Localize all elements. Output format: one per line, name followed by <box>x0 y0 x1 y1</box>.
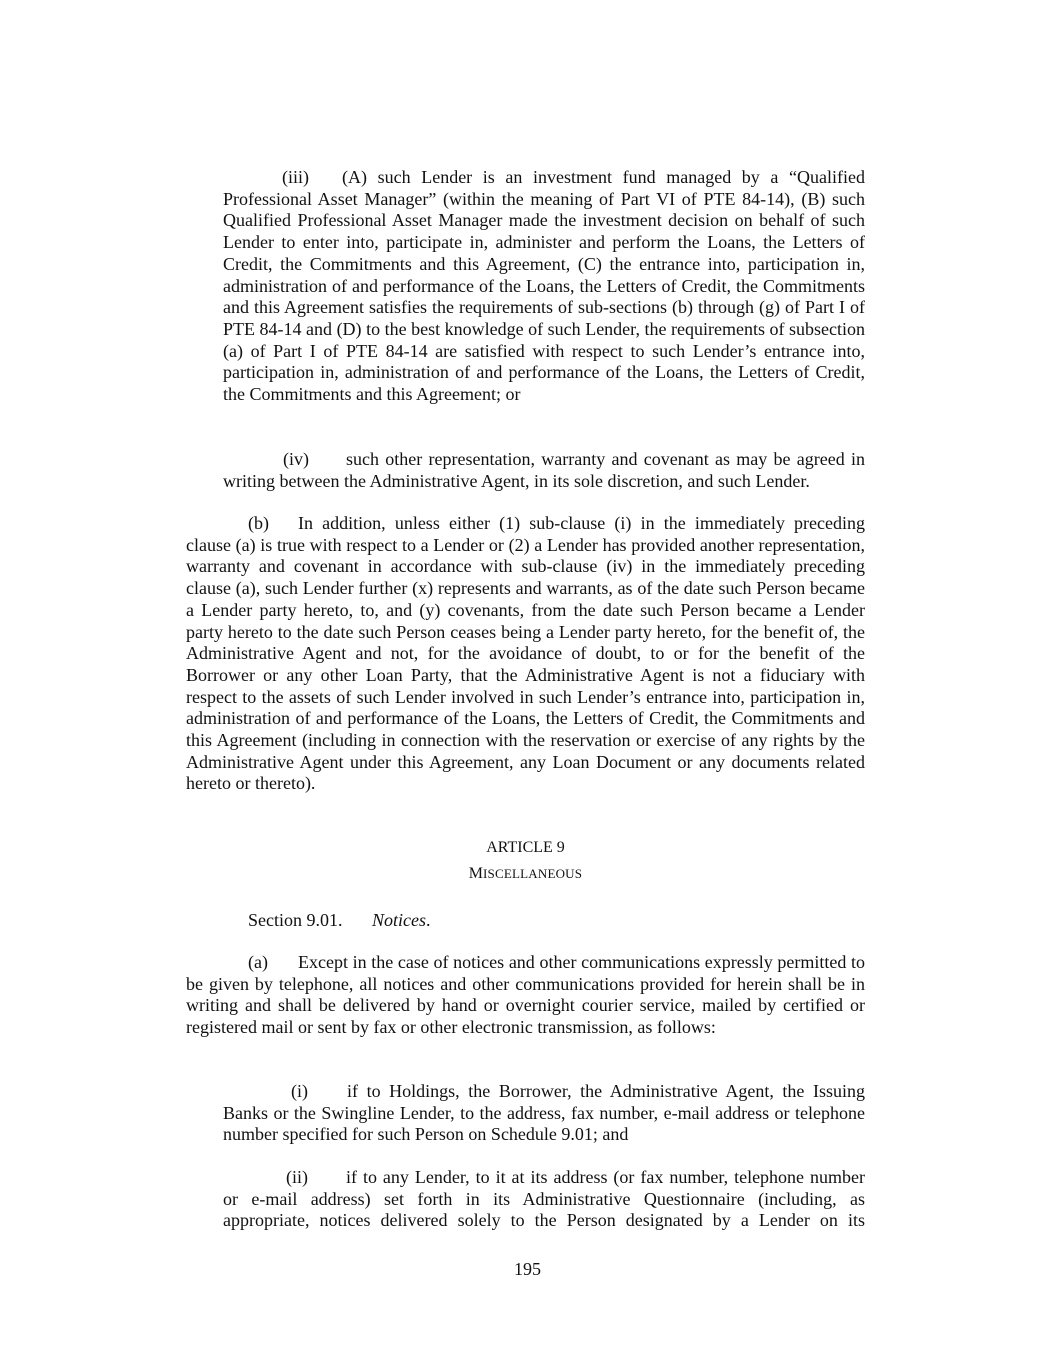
paragraph-label: (iv) <box>283 449 309 469</box>
paragraph-i <box>223 1081 865 1146</box>
section-heading <box>186 910 865 932</box>
paragraph-label: (iii) <box>282 167 309 187</box>
paragraph-b <box>186 513 865 795</box>
paragraph-label: (ii) <box>286 1167 308 1187</box>
paragraph-text: if to Holdings, the Borrower, the Administrative Agent, the Issuing Banks or the Swingline Lender, to the address, fax number, e-mail address or telephone number specified for such Person on Schedule 9.01; and <box>223 1081 865 1145</box>
paragraph-iv <box>223 449 865 492</box>
paragraph-text: (A) such Lender is an investment fund managed by a “Qualified Professional Asset Manager” (within the meaning of Part VI of PTE 84-14), (B) such Qualified Professional Asset Manager made the investment decision on behalf of such Lender to enter into, participate in, administer and perform the Loans, the Letters of Credit, the Commitments and this Agreement, (C) the entrance into, participation in, administration of and performance of the Loans, the Letters of Credit, the Commitments and this Agreement satisfies the requirements of sub-sections (b) through (g) of Part I of PTE 84-14 and (D) to the best knowledge of such Lender, the requirements of subsection (a) of Part I of PTE 84-14 are satisfied with respect to such Lender’s entrance into, participation in, administration of and performance of the Loans, the Letters of Credit, the Commitments and this Agreement; or <box>223 167 865 405</box>
page-number: 195 <box>514 1259 541 1279</box>
paragraph-label: (b) <box>248 513 269 533</box>
paragraph-text: such other representation, warranty and covenant as may be agreed in writing between the Administrative Agent, in its sole discretion, and such Lender. <box>223 449 865 491</box>
article-title <box>186 863 865 885</box>
article-number: ARTICLE 9 <box>486 839 565 856</box>
paragraph-text: if to any Lender, to it at its address (or fax number, telephone number or e-mail address) set forth in its Administrative Questionnaire (including, as appropriate, notices delivered solely to the Person designated by a Lender on its <box>223 1167 865 1231</box>
section-title: Notices <box>372 910 426 930</box>
article-title-rest: ISCELLANEOUS <box>483 866 583 881</box>
section-number: Section 9.01. <box>248 910 343 930</box>
paragraph-a <box>186 952 865 1039</box>
article-title-initial: M <box>468 865 484 882</box>
paragraph-ii <box>223 1167 865 1232</box>
section-title-period: . <box>426 910 431 930</box>
paragraph-label: (a) <box>248 952 268 972</box>
paragraph-text: Except in the case of notices and other communications expressly permitted to be given by telephone, all notices and other communications provided for herein shall be in writing and shall be delivered by hand or overnight courier service, mailed by certified or registered mail or sent by fax or other electronic transmission, as follows: <box>186 952 865 1038</box>
paragraph-iii <box>223 167 865 406</box>
paragraph-text: In addition, unless either (1) sub-clause (i) in the immediately preceding clause (a) is true with respect to a Lender or (2) a Lender has provided another representation, warranty and covenant in accordance with sub-clause (iv) in the immediately preceding clause (a), such Lender further (x) represents and warrants, as of the date such Person became a Lender party hereto, to, and (y) covenants, from the date such Person became a Lender party hereto to the date such Person ceases being a Lender party hereto, for the benefit of, the Administrative Agent and not, for the avoidance of doubt, to or for the benefit of the Borrower or any other Loan Party, that the Administrative Agent is not a fiduciary with respect to the assets of such Lender involved in such Lender’s entrance into, participation in, administration of and performance of the Loans, the Letters of Credit, the Commitments and this Agreement (including in connection with the reservation or exercise of any rights by the Administrative Agent under this Agreement, any Loan Document or any documents related hereto or thereto). <box>186 513 865 794</box>
paragraph-label: (i) <box>291 1081 308 1101</box>
